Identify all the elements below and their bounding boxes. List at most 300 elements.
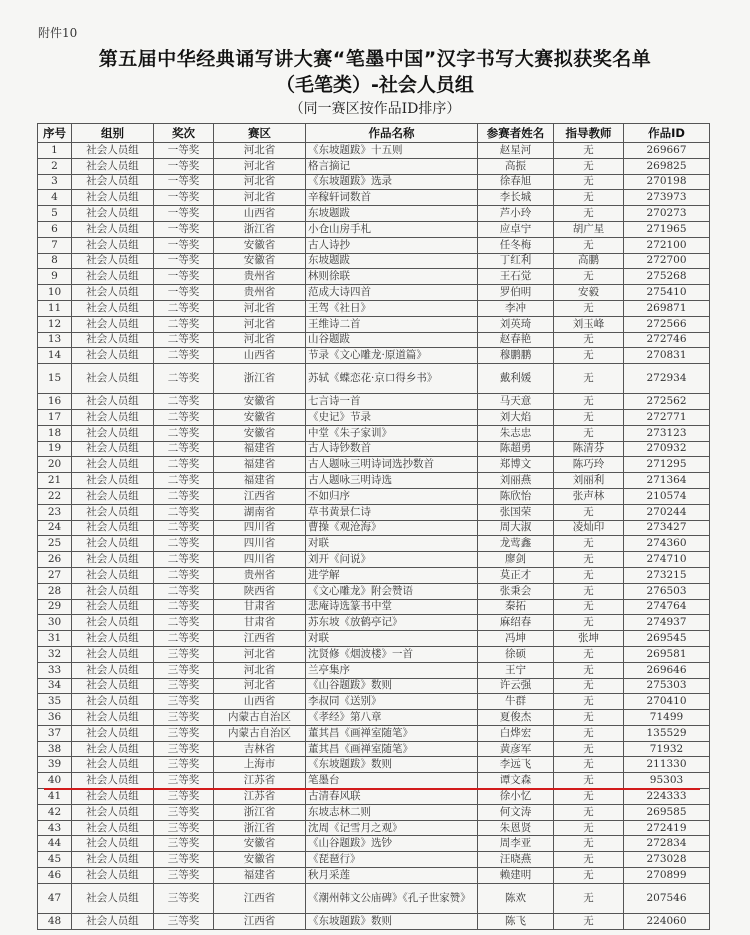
group-cell: 社会人员组 [72,883,154,913]
teacher-cell: 陈巧玲 [554,457,624,473]
participant-cell: 穆鹏鹏 [478,348,554,364]
teacher-cell: 陈清芬 [554,441,624,457]
region-cell: 河北省 [214,174,306,190]
serial-cell: 21 [38,473,72,489]
work-id-cell: 271364 [624,473,710,489]
work-id-cell: 207546 [624,883,710,913]
table-row [38,488,710,504]
table-row [38,789,710,805]
participant-cell: 徐小忆 [478,789,554,805]
table-body [38,143,710,930]
work-title-cell: 苏东坡《放鹤亭记》 [306,615,478,631]
work-title-cell: 小仓山房手札 [306,221,478,237]
work-title-cell: 王维诗二首 [306,316,478,332]
group-cell: 社会人员组 [72,285,154,301]
table-row [38,694,710,710]
work-id-cell: 210574 [624,488,710,504]
region-cell: 河北省 [214,662,306,678]
region-cell: 河北省 [214,158,306,174]
work-id-cell: 269646 [624,662,710,678]
award-cell: 二等奖 [154,441,214,457]
work-id-cell: 273215 [624,567,710,583]
participant-cell: 芦小玲 [478,206,554,222]
participant-cell: 牛群 [478,694,554,710]
group-cell: 社会人员组 [72,237,154,253]
work-id-cell: 274937 [624,615,710,631]
work-title-cell: 林则徐联 [306,269,478,285]
document-subtitle-category: （毛笔类）-社会人员组 [276,74,474,96]
participant-cell: 徐硕 [478,646,554,662]
table-row [38,394,710,410]
work-id-cell: 272562 [624,394,710,410]
participant-cell: 龙莺鑫 [478,536,554,552]
participant-cell: 李冲 [478,300,554,316]
participant-cell: 赖建明 [478,868,554,884]
region-cell: 江苏省 [214,773,306,789]
award-cell: 二等奖 [154,567,214,583]
serial-cell: 2 [38,158,72,174]
group-cell: 社会人员组 [72,206,154,222]
table-row [38,725,710,741]
work-id-cell: 211330 [624,757,710,773]
teacher-cell: 无 [554,394,624,410]
table-row [38,567,710,583]
serial-cell: 3 [38,174,72,190]
participant-cell: 秦拓 [478,599,554,615]
table-row [38,646,710,662]
region-cell: 浙江省 [214,820,306,836]
column-header: 赛区 [214,124,306,143]
teacher-cell: 无 [554,820,624,836]
attachment-label: 附件10 [38,26,78,40]
serial-cell: 19 [38,441,72,457]
participant-cell: 王宁 [478,662,554,678]
column-header: 序号 [38,124,72,143]
work-title-cell: 笔墨台 [306,773,478,789]
award-cell: 三等奖 [154,741,214,757]
participant-cell: 张秉会 [478,583,554,599]
work-title-cell: 古人题咏三明诗词选抄数首 [306,457,478,473]
column-header: 奖次 [154,124,214,143]
group-cell: 社会人员组 [72,394,154,410]
work-id-cell: 272934 [624,364,710,394]
participant-cell: 谭文森 [478,773,554,789]
work-title-cell: 草书黄景仁诗 [306,504,478,520]
teacher-cell: 无 [554,615,624,631]
serial-cell: 34 [38,678,72,694]
work-title-cell: 《山谷题跋》选钞 [306,836,478,852]
teacher-cell: 无 [554,237,624,253]
group-cell: 社会人员组 [72,332,154,348]
participant-cell: 陈欣怡 [478,488,554,504]
participant-cell: 廖剑 [478,552,554,568]
work-title-cell: 《潮州韩文公庙碑》《孔子世家赞》 [306,883,478,913]
work-title-cell: 沈周《记雪月之观》 [306,820,478,836]
participant-cell: 李远飞 [478,757,554,773]
column-header: 作品名称 [306,124,478,143]
award-cell: 二等奖 [154,631,214,647]
award-cell: 二等奖 [154,409,214,425]
serial-cell: 29 [38,599,72,615]
work-title-cell: 《东坡题跋》十五则 [306,143,478,159]
region-cell: 安徽省 [214,237,306,253]
work-title-cell: 沈贤修《烟波楼》一首 [306,646,478,662]
serial-cell: 18 [38,425,72,441]
group-cell: 社会人员组 [72,190,154,206]
group-cell: 社会人员组 [72,364,154,394]
group-cell: 社会人员组 [72,599,154,615]
work-id-cell: 271295 [624,457,710,473]
group-cell: 社会人员组 [72,253,154,269]
region-cell: 浙江省 [214,364,306,394]
region-cell: 贵州省 [214,285,306,301]
group-cell: 社会人员组 [72,441,154,457]
region-cell: 江西省 [214,883,306,913]
table-row [38,757,710,773]
group-cell: 社会人员组 [72,348,154,364]
teacher-cell: 无 [554,710,624,726]
work-id-cell: 269545 [624,631,710,647]
award-cell: 二等奖 [154,425,214,441]
award-cell: 三等奖 [154,852,214,868]
work-id-cell: 272834 [624,836,710,852]
region-cell: 山西省 [214,694,306,710]
work-title-cell: 《东坡题跋》选录 [306,174,478,190]
teacher-cell: 张坤 [554,631,624,647]
region-cell: 江西省 [214,631,306,647]
region-cell: 浙江省 [214,804,306,820]
award-cell: 二等奖 [154,583,214,599]
award-cell: 一等奖 [154,237,214,253]
group-cell: 社会人员组 [72,820,154,836]
work-id-cell: 269871 [624,300,710,316]
award-cell: 三等奖 [154,646,214,662]
participant-cell: 任冬梅 [478,237,554,253]
work-title-cell: 《东坡题跋》数则 [306,913,478,929]
award-cell: 三等奖 [154,804,214,820]
serial-cell: 7 [38,237,72,253]
group-cell: 社会人员组 [72,425,154,441]
work-title-cell: 古人诗抄 [306,237,478,253]
table-row [38,820,710,836]
table-header-row [38,124,710,143]
work-title-cell: 东坡志林二则 [306,804,478,820]
award-cell: 三等奖 [154,710,214,726]
work-id-cell: 270899 [624,868,710,884]
group-cell: 社会人员组 [72,300,154,316]
region-cell: 河北省 [214,300,306,316]
table-row [38,773,710,789]
participant-cell: 刘大焰 [478,409,554,425]
work-title-cell: 东坡题跋 [306,253,478,269]
serial-cell: 26 [38,552,72,568]
award-cell: 二等奖 [154,394,214,410]
serial-cell: 36 [38,710,72,726]
serial-cell: 4 [38,190,72,206]
region-cell: 安徽省 [214,425,306,441]
table-row [38,237,710,253]
table-row [38,143,710,159]
teacher-cell: 无 [554,409,624,425]
group-cell: 社会人员组 [72,583,154,599]
award-cell: 二等奖 [154,536,214,552]
award-cell: 二等奖 [154,316,214,332]
work-title-cell: 进学解 [306,567,478,583]
group-cell: 社会人员组 [72,174,154,190]
teacher-cell: 无 [554,206,624,222]
table-row [38,583,710,599]
participant-cell: 徐春旭 [478,174,554,190]
region-cell: 甘肃省 [214,615,306,631]
work-id-cell: 275303 [624,678,710,694]
participant-cell: 朱志忠 [478,425,554,441]
group-cell: 社会人员组 [72,488,154,504]
work-title-cell: 古人题咏三明诗选 [306,473,478,489]
region-cell: 浙江省 [214,221,306,237]
table-row [38,425,710,441]
participant-cell: 黄彦军 [478,741,554,757]
award-cell: 一等奖 [154,285,214,301]
teacher-cell: 无 [554,143,624,159]
award-cell: 二等奖 [154,332,214,348]
work-title-cell: 对联 [306,631,478,647]
teacher-cell: 无 [554,678,624,694]
participant-cell: 莫正才 [478,567,554,583]
region-cell: 福建省 [214,868,306,884]
group-cell: 社会人员组 [72,536,154,552]
table-row [38,253,710,269]
work-title-cell: 王驾《社日》 [306,300,478,316]
work-id-cell: 274360 [624,536,710,552]
participant-cell: 周大淑 [478,520,554,536]
column-header: 作品ID [624,124,710,143]
serial-cell: 12 [38,316,72,332]
table-row [38,678,710,694]
table-row [38,348,710,364]
region-cell: 吉林省 [214,741,306,757]
award-cell: 三等奖 [154,662,214,678]
work-id-cell: 272566 [624,316,710,332]
work-id-cell: 274710 [624,552,710,568]
work-id-cell: 270831 [624,348,710,364]
serial-cell: 28 [38,583,72,599]
serial-cell: 31 [38,631,72,647]
teacher-cell: 无 [554,300,624,316]
region-cell: 河北省 [214,678,306,694]
group-cell: 社会人员组 [72,221,154,237]
work-id-cell: 269667 [624,143,710,159]
region-cell: 四川省 [214,552,306,568]
region-cell: 安徽省 [214,852,306,868]
table-row [38,269,710,285]
region-cell: 上海市 [214,757,306,773]
work-id-cell: 271965 [624,221,710,237]
work-title-cell: 辛稼轩词数首 [306,190,478,206]
region-cell: 河北省 [214,190,306,206]
serial-cell: 30 [38,615,72,631]
table-row [38,913,710,929]
work-title-cell: 《文心雕龙》附会赞语 [306,583,478,599]
teacher-cell: 安毅 [554,285,624,301]
work-title-cell: 刘开《问说》 [306,552,478,568]
work-title-cell: 七言诗一首 [306,394,478,410]
group-cell: 社会人员组 [72,678,154,694]
work-id-cell: 95303 [624,773,710,789]
serial-cell: 22 [38,488,72,504]
participant-cell: 罗伯明 [478,285,554,301]
award-cell: 三等奖 [154,883,214,913]
region-cell: 河北省 [214,332,306,348]
serial-cell: 24 [38,520,72,536]
work-title-cell: 山谷题跋 [306,332,478,348]
award-table [37,123,710,930]
table-row [38,473,710,489]
serial-cell: 10 [38,285,72,301]
work-id-cell: 272100 [624,237,710,253]
work-title-cell: 古清春风联 [306,789,478,805]
table-row [38,190,710,206]
participant-cell: 麻绍春 [478,615,554,631]
participant-cell: 高振 [478,158,554,174]
region-cell: 甘肃省 [214,599,306,615]
work-id-cell: 276503 [624,583,710,599]
participant-cell: 陈欢 [478,883,554,913]
participant-cell: 白烨宏 [478,725,554,741]
region-cell: 安徽省 [214,836,306,852]
participant-cell: 郑博文 [478,457,554,473]
serial-cell: 20 [38,457,72,473]
document-title: 第五届中华经典诵写讲大赛“笔墨中国”汉字书写大赛拟获奖名单 [98,48,652,70]
work-id-cell: 269825 [624,158,710,174]
teacher-cell: 无 [554,567,624,583]
table-row [38,206,710,222]
serial-cell: 6 [38,221,72,237]
table-row [38,852,710,868]
award-cell: 三等奖 [154,836,214,852]
teacher-cell: 无 [554,425,624,441]
region-cell: 河北省 [214,143,306,159]
group-cell: 社会人员组 [72,868,154,884]
group-cell: 社会人员组 [72,836,154,852]
serial-cell: 39 [38,757,72,773]
teacher-cell: 无 [554,804,624,820]
table-row [38,457,710,473]
participant-cell: 赵星河 [478,143,554,159]
group-cell: 社会人员组 [72,615,154,631]
participant-cell: 陈飞 [478,913,554,929]
region-cell: 贵州省 [214,567,306,583]
teacher-cell: 无 [554,694,624,710]
work-id-cell: 224333 [624,789,710,805]
participant-cell: 周李亚 [478,836,554,852]
table-row [38,883,710,913]
work-id-cell: 272746 [624,332,710,348]
work-id-cell: 275268 [624,269,710,285]
table-row [38,520,710,536]
teacher-cell: 无 [554,583,624,599]
serial-cell: 13 [38,332,72,348]
serial-cell: 46 [38,868,72,884]
serial-cell: 37 [38,725,72,741]
work-id-cell: 269585 [624,804,710,820]
region-cell: 福建省 [214,457,306,473]
award-cell: 三等奖 [154,820,214,836]
region-cell: 安徽省 [214,409,306,425]
work-title-cell: 《山谷题跋》数则 [306,678,478,694]
group-cell: 社会人员组 [72,552,154,568]
work-title-cell: 范成大诗四首 [306,285,478,301]
teacher-cell: 无 [554,913,624,929]
participant-cell: 夏俊杰 [478,710,554,726]
award-cell: 二等奖 [154,488,214,504]
award-cell: 三等奖 [154,789,214,805]
serial-cell: 48 [38,913,72,929]
work-id-cell: 272700 [624,253,710,269]
region-cell: 湖南省 [214,504,306,520]
work-id-cell: 275410 [624,285,710,301]
work-title-cell: 东坡题跋 [306,206,478,222]
work-title-cell: 秋月采莲 [306,868,478,884]
work-id-cell: 272771 [624,409,710,425]
table-row [38,364,710,394]
work-title-cell: 古人诗钞数首 [306,441,478,457]
group-cell: 社会人员组 [72,269,154,285]
award-cell: 一等奖 [154,158,214,174]
teacher-cell: 无 [554,552,624,568]
group-cell: 社会人员组 [72,662,154,678]
serial-cell: 14 [38,348,72,364]
group-cell: 社会人员组 [72,741,154,757]
table-row [38,536,710,552]
group-cell: 社会人员组 [72,473,154,489]
teacher-cell: 无 [554,158,624,174]
group-cell: 社会人员组 [72,789,154,805]
teacher-cell: 无 [554,883,624,913]
region-cell: 内蒙古自治区 [214,725,306,741]
work-title-cell: 《琵琶行》 [306,852,478,868]
region-cell: 四川省 [214,520,306,536]
table-row [38,409,710,425]
serial-cell: 41 [38,789,72,805]
teacher-cell: 无 [554,332,624,348]
region-cell: 江西省 [214,913,306,929]
teacher-cell: 无 [554,364,624,394]
region-cell: 贵州省 [214,269,306,285]
serial-cell: 15 [38,364,72,394]
table-row [38,836,710,852]
work-id-cell: 273123 [624,425,710,441]
group-cell: 社会人员组 [72,804,154,820]
work-title-cell: 董其昌《画禅室随笔》 [306,741,478,757]
participant-cell: 李长城 [478,190,554,206]
award-cell: 二等奖 [154,457,214,473]
teacher-cell: 无 [554,504,624,520]
table-row [38,552,710,568]
work-title-cell: 悲庵诗选篆书中堂 [306,599,478,615]
teacher-cell: 无 [554,757,624,773]
region-cell: 内蒙古自治区 [214,710,306,726]
work-title-cell: 曹操《观沧海》 [306,520,478,536]
award-cell: 三等奖 [154,694,214,710]
work-id-cell: 71932 [624,741,710,757]
work-id-cell: 135529 [624,725,710,741]
work-id-cell: 269581 [624,646,710,662]
table-row [38,158,710,174]
region-cell: 安徽省 [214,394,306,410]
table-row [38,504,710,520]
region-cell: 河北省 [214,316,306,332]
work-id-cell: 224060 [624,913,710,929]
